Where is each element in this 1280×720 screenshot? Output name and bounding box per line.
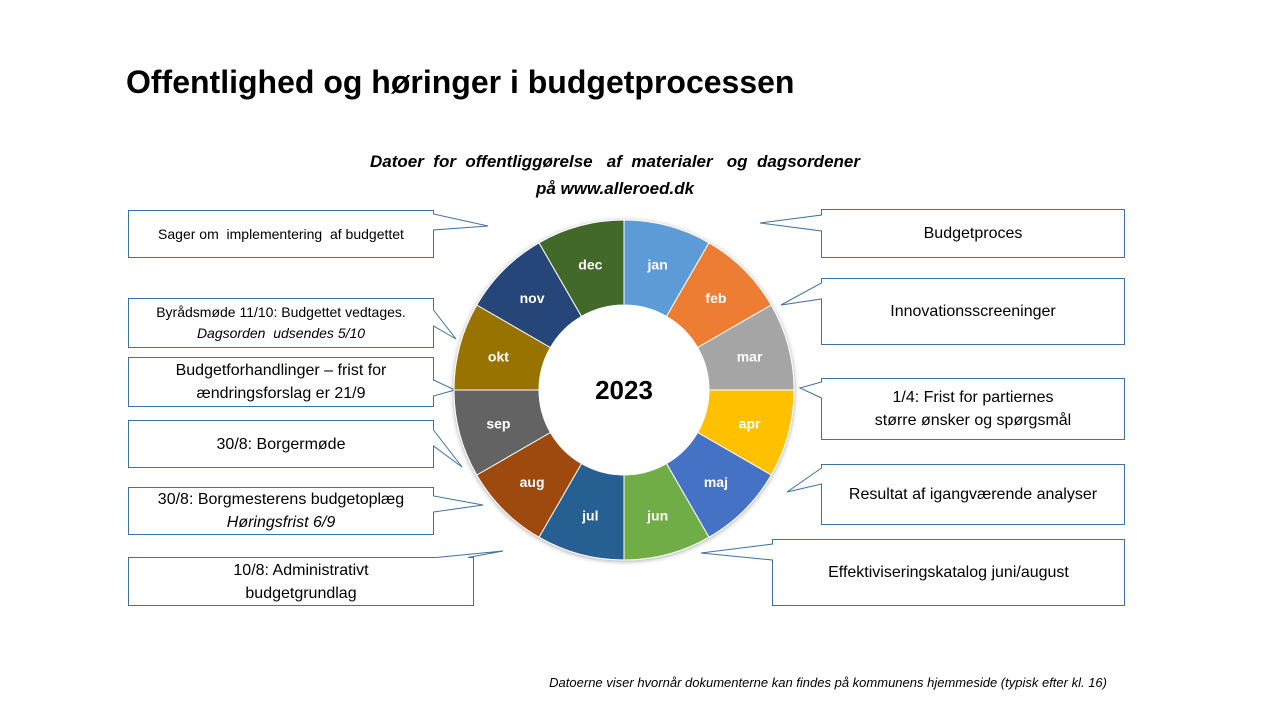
callout-text: 1/4: Frist for partiernes — [892, 389, 1054, 406]
callout-subtext: budgetgrundlag — [245, 584, 357, 602]
year-label: 2023 — [595, 375, 653, 405]
callout-party-deadline — [821, 378, 1125, 440]
callout-subtext: ændringsforslag er 21/9 — [196, 385, 366, 402]
callout-text: 10/8: Administrativt — [233, 561, 369, 579]
callout-text: Budgetproces — [923, 225, 1023, 242]
callout-efficiency-catalog — [772, 539, 1125, 606]
month-label-sep: sep — [486, 415, 511, 432]
callout-text: 30/8: Borgmesterens budgetoplæg — [157, 491, 405, 508]
callout-citizen-meeting — [128, 420, 434, 468]
callout-subtext: Dagsorden udsendes 5/10 — [196, 325, 366, 341]
callout-innovation-screening — [821, 278, 1125, 345]
subtitle-line-1: Datoer for offentliggørelse af materialer og dagsordener — [370, 152, 860, 171]
subtitle-line-2: på www.alleroed.dk — [535, 179, 695, 198]
month-label-jan: jan — [647, 256, 668, 273]
callout-implementation — [128, 210, 434, 258]
callout-text: Byrådsmøde 11/10: Budgettet vedtages. — [156, 304, 406, 320]
callout-subtext: Høringsfrist 6/9 — [226, 514, 336, 531]
month-label-aug: aug — [519, 473, 545, 490]
callout-text: Effektiviseringskatalog juni/august — [828, 564, 1069, 581]
page-title: Offentlighed og høringer i budgetprocessen — [126, 64, 795, 100]
callout-text: Sager om implementering af budgettet — [158, 225, 404, 242]
month-label-jul: jul — [582, 507, 599, 524]
callout-subtext: større ønsker og spørgsmål — [874, 412, 1072, 429]
callout-text: Innovationsscreeninger — [890, 303, 1056, 320]
callout-admin-basis — [128, 557, 474, 606]
footnote: Datoerne viser hvornår dokumenterne kan findes på kommunens hjemmeside (typisk efter kl. 16) — [549, 675, 1107, 690]
month-label-okt: okt — [487, 348, 509, 365]
month-label-apr: apr — [738, 415, 761, 432]
callout-text: 30/8: Borgermøde — [216, 435, 346, 453]
callout-budget-process — [821, 209, 1125, 258]
month-label-nov: nov — [519, 290, 545, 307]
callout-council-meeting — [128, 298, 434, 348]
callout-negotiations — [128, 357, 434, 407]
month-label-mar: mar — [736, 348, 763, 365]
callout-analysis-results — [821, 464, 1125, 525]
month-label-maj: maj — [703, 473, 728, 490]
callout-text: Budgetforhandlinger – frist for — [175, 362, 387, 379]
callout-mayor-proposal — [128, 487, 434, 535]
callout-text: Resultat af igangværende analyser — [848, 486, 1098, 503]
month-label-dec: dec — [578, 256, 603, 273]
month-label-jun: jun — [647, 507, 669, 524]
month-label-feb: feb — [705, 290, 727, 307]
